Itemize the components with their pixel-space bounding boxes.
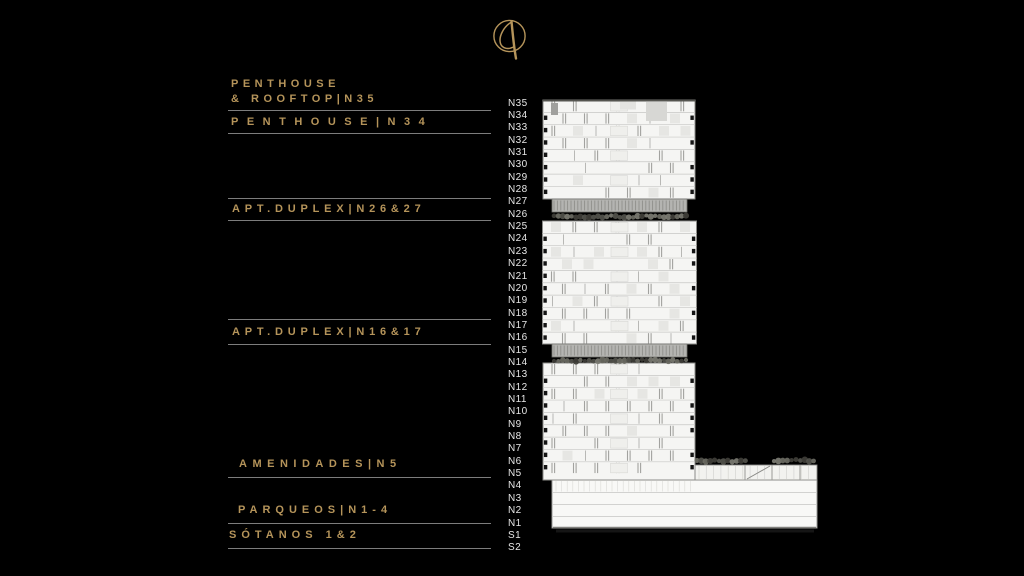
floor-label-n18: N18: [508, 307, 528, 319]
floor-label-n21: N21: [508, 270, 528, 282]
floor-label-n3: N3: [508, 492, 522, 504]
floor-label-n2: N2: [508, 505, 522, 517]
floor-label-n13: N13: [508, 369, 528, 381]
floor-label-n20: N20: [508, 282, 528, 294]
floor-label-n24: N24: [508, 233, 528, 245]
floor-label-n17: N17: [508, 319, 528, 331]
floor-label-s2: S2: [508, 542, 522, 554]
floor-label-n5: N5: [508, 468, 522, 480]
category-label: & ROOFTOP|N35: [231, 93, 378, 105]
floor-label-n34: N34: [508, 109, 528, 121]
floor-label-n32: N32: [508, 134, 528, 146]
floor-label-s1: S1: [508, 529, 522, 541]
floor-label-n12: N12: [508, 381, 528, 393]
floor-label-n28: N28: [508, 184, 528, 196]
floor-label-n9: N9: [508, 418, 522, 430]
category-label: PENTHOUSE|N34: [231, 116, 434, 128]
floor-label-n29: N29: [508, 171, 528, 183]
floor-label-n30: N30: [508, 159, 528, 171]
floor-label-n8: N8: [508, 431, 522, 443]
category-label: PENTHOUSE: [231, 78, 340, 90]
floor-label-n27: N27: [508, 196, 528, 208]
floor-label-n22: N22: [508, 258, 528, 270]
floor-label-n16: N16: [508, 332, 528, 344]
floor-label-n11: N11: [508, 394, 527, 405]
floor-label-n7: N7: [508, 443, 522, 455]
floor-label-n10: N10: [508, 406, 528, 418]
floor-label-n25: N25: [508, 221, 528, 233]
category-label: PARQUEOS|N1-4: [238, 504, 393, 516]
category-label: AMENIDADES|N5: [239, 458, 402, 470]
floor-label-n26: N26: [508, 208, 528, 220]
floor-label-n19: N19: [508, 295, 528, 307]
category-label: SÓTANOS 1&2: [229, 529, 361, 541]
floor-label-n15: N15: [508, 344, 528, 356]
category-label: APT.DUPLEX|N16&17: [232, 326, 426, 338]
floor-label-n33: N33: [508, 122, 528, 134]
floor-label-n1: N1: [508, 517, 522, 529]
floor-label-n23: N23: [508, 245, 528, 257]
floor-label-n31: N31: [508, 147, 528, 158]
floor-label-n35: N35: [508, 97, 528, 109]
floor-label-n14: N14: [508, 356, 528, 368]
floor-label-n6: N6: [508, 455, 522, 467]
category-label: APT.DUPLEX|N26&27: [232, 203, 426, 215]
floor-label-n4: N4: [508, 480, 522, 492]
